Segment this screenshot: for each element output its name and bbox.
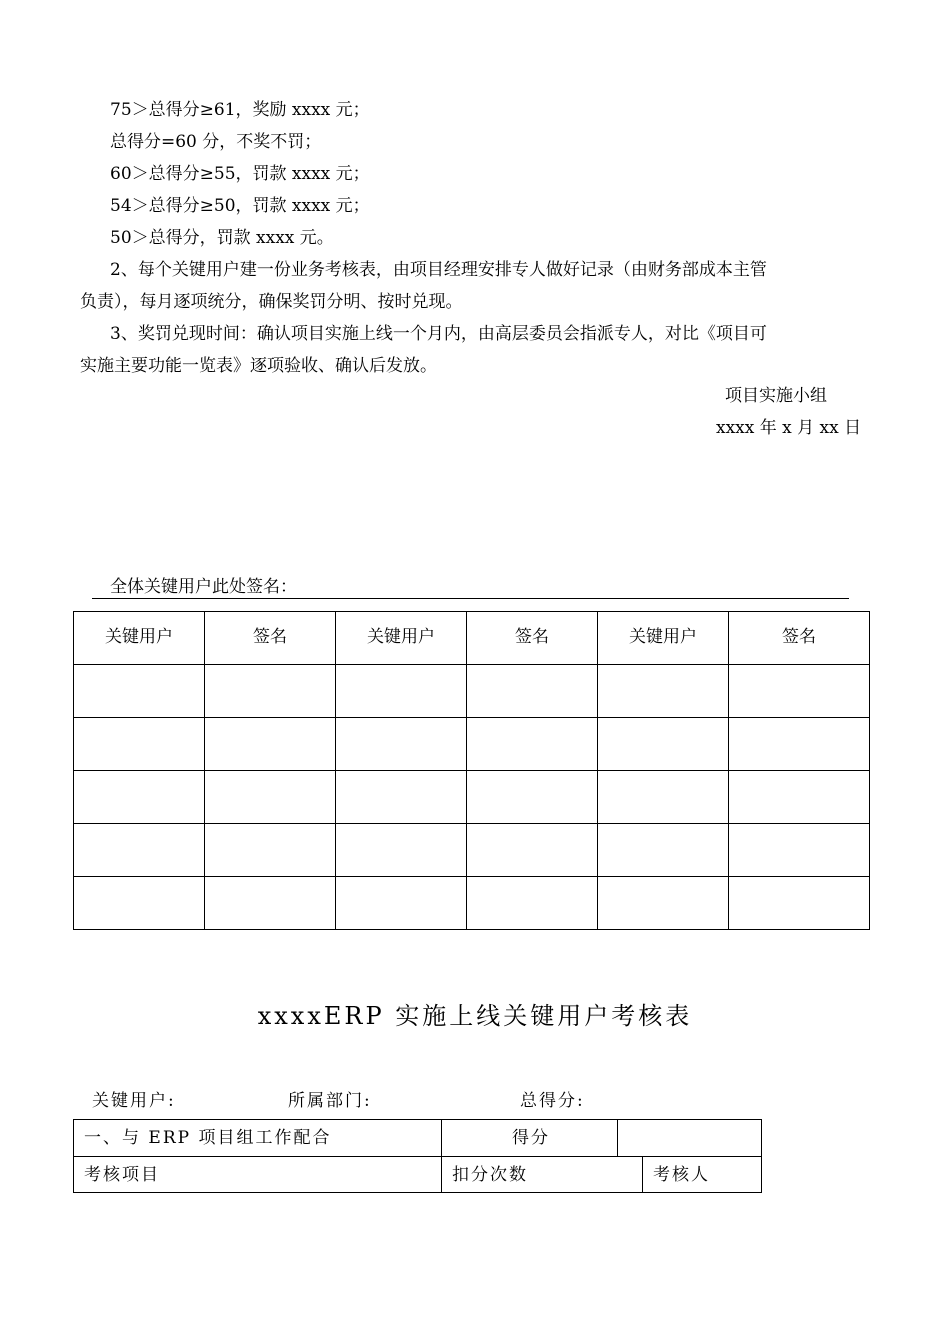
signature-cell[interactable] xyxy=(205,718,336,771)
signature-row xyxy=(74,877,870,930)
signature-cell[interactable] xyxy=(467,824,598,877)
assessor-header: 考核人 xyxy=(642,1156,762,1193)
signature-underline xyxy=(92,598,849,599)
rule-line-5: 50＞总得分，罚款 xxxx 元。 xyxy=(110,228,334,248)
key-user-cell[interactable] xyxy=(598,771,729,824)
paragraph-3-line-1: 3、奖罚兑现时间：确认项目实施上线一个月内，由高层委员会指派专人，对比《项目可 xyxy=(110,324,767,344)
assessment-title: xxxxERP 实施上线关键用户考核表 xyxy=(257,1002,693,1030)
assessment-item-header: 考核项目 xyxy=(73,1156,442,1193)
key-user-cell[interactable] xyxy=(336,877,467,930)
signature-cell[interactable] xyxy=(205,824,336,877)
signature-cell[interactable] xyxy=(205,771,336,824)
section-1-label: 一、与 ERP 项目组工作配合 xyxy=(73,1119,442,1157)
key-user-cell[interactable] xyxy=(336,665,467,718)
signature-cell[interactable] xyxy=(729,771,870,824)
signature-label: 全体关键用户此处签名： xyxy=(110,577,297,597)
key-user-cell[interactable] xyxy=(598,718,729,771)
signature-cell[interactable] xyxy=(205,665,336,718)
key-user-cell[interactable] xyxy=(598,665,729,718)
key-user-cell[interactable] xyxy=(336,824,467,877)
header-signature-1: 签名 xyxy=(205,612,336,665)
key-user-cell[interactable] xyxy=(336,771,467,824)
key-user-cell[interactable] xyxy=(74,877,205,930)
key-user-cell[interactable] xyxy=(74,771,205,824)
header-key-user-1: 关键用户 xyxy=(74,612,205,665)
paragraph-2-line-1: 2、每个关键用户建一份业务考核表，由项目经理安排专人做好记录（由财务部成本主管 xyxy=(110,260,767,280)
rule-line-2: 总得分=60 分，不奖不罚； xyxy=(110,132,322,152)
signature-cell[interactable] xyxy=(467,665,598,718)
signature-row xyxy=(74,718,870,771)
header-key-user-2: 关键用户 xyxy=(336,612,467,665)
signoff-org: 项目实施小组 xyxy=(725,386,827,406)
signature-cell[interactable] xyxy=(729,718,870,771)
signature-row xyxy=(74,665,870,718)
rule-line-1: 75＞总得分≥61，奖励 xxxx 元； xyxy=(110,100,370,120)
signature-cell[interactable] xyxy=(467,718,598,771)
header-signature-3: 签名 xyxy=(729,612,870,665)
score-value-cell[interactable] xyxy=(617,1119,762,1157)
total-score-label: 总得分: xyxy=(520,1091,585,1111)
signature-cell[interactable] xyxy=(729,665,870,718)
key-user-cell[interactable] xyxy=(74,824,205,877)
score-label: 得分 xyxy=(441,1119,618,1157)
signature-header-row xyxy=(74,612,870,665)
key-user-cell[interactable] xyxy=(336,718,467,771)
header-signature-2: 签名 xyxy=(467,612,598,665)
signature-cell[interactable] xyxy=(729,824,870,877)
rule-line-3: 60＞总得分≥55，罚款 xxxx 元； xyxy=(110,164,370,184)
signature-cell[interactable] xyxy=(729,877,870,930)
key-user-cell[interactable] xyxy=(598,877,729,930)
key-user-cell[interactable] xyxy=(598,824,729,877)
paragraph-2-line-2: 负责），每月逐项统分，确保奖罚分明、按时兑现。 xyxy=(80,292,463,312)
key-user-cell[interactable] xyxy=(74,718,205,771)
signature-row xyxy=(74,771,870,824)
paragraph-3-line-2: 实施主要功能一览表》逐项验收、确认后发放。 xyxy=(80,356,437,376)
signature-cell[interactable] xyxy=(205,877,336,930)
header-key-user-3: 关键用户 xyxy=(598,612,729,665)
signature-row xyxy=(74,824,870,877)
signoff-date: xxxx 年 x 月 xx 日 xyxy=(716,418,862,438)
key-user-cell[interactable] xyxy=(74,665,205,718)
key-user-label: 关键用户: xyxy=(92,1091,176,1111)
signature-cell[interactable] xyxy=(467,877,598,930)
signature-cell[interactable] xyxy=(467,771,598,824)
rule-line-4: 54＞总得分≥50，罚款 xxxx 元； xyxy=(110,196,370,216)
department-label: 所属部门: xyxy=(288,1091,372,1111)
deduction-count-header: 扣分次数 xyxy=(441,1156,643,1193)
signature-table xyxy=(73,611,870,930)
